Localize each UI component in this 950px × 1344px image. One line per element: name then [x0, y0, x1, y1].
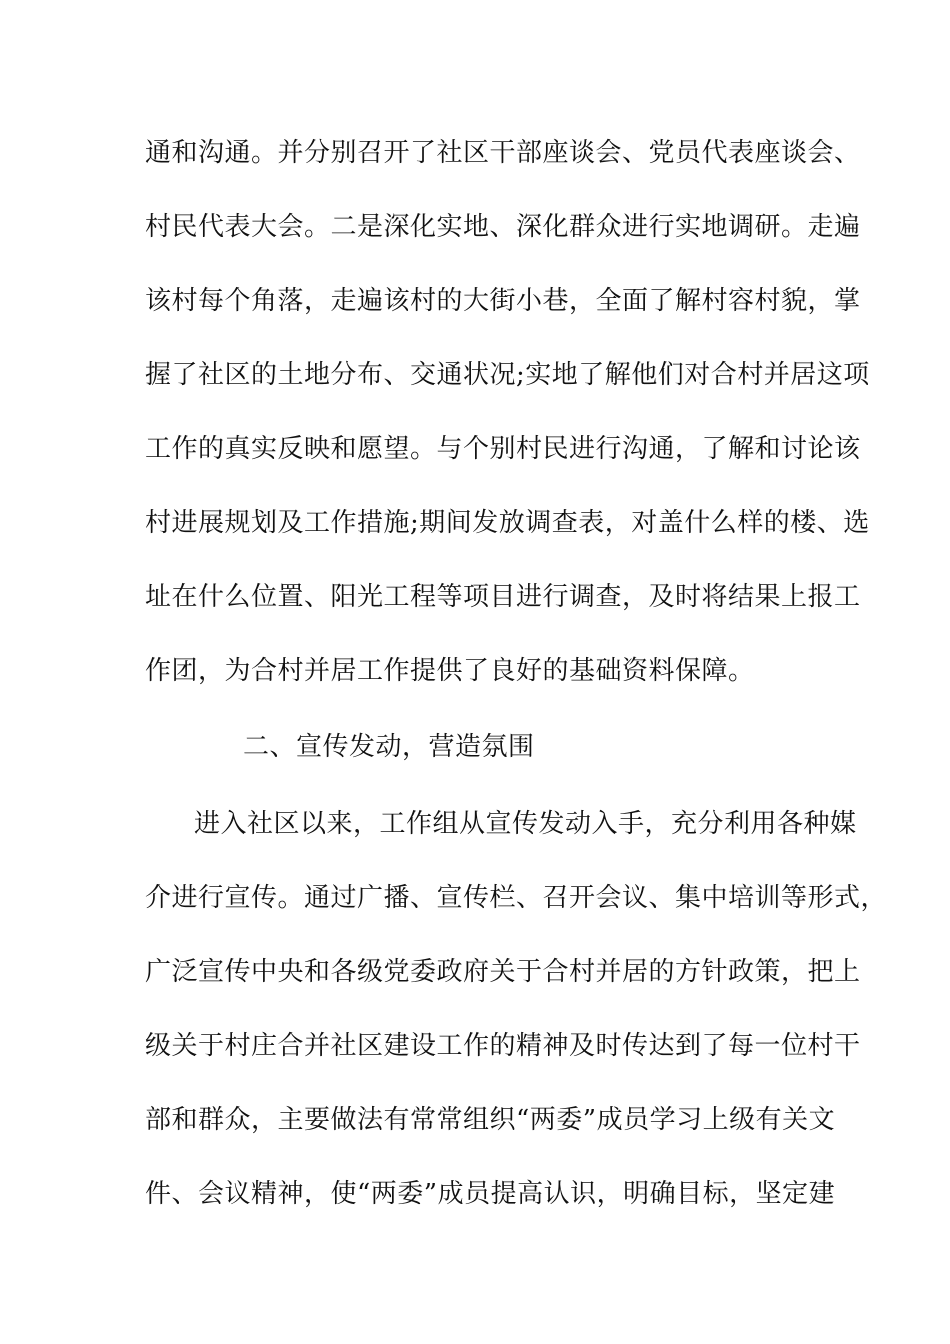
paragraph-line: 村民代表大会。二是深化实地、深化群众进行实地调研。走遍 — [145, 212, 861, 242]
section-heading: 二、宣传发动，营造氛围 — [243, 732, 535, 762]
paragraph-line: 介进行宣传。通过广播、宣传栏、召开会议、集中培训等形式， — [145, 883, 888, 913]
paragraph-line: 村进展规划及工作措施;期间发放调查表，对盖什么样的楼、选 — [145, 508, 870, 538]
paragraph-line: 作团，为合村并居工作提供了良好的基础资料保障。 — [145, 656, 755, 686]
paragraph-line: 级关于村庄合并社区建设工作的精神及时传达到了每一位村干 — [145, 1031, 861, 1061]
paragraph-line: 部和群众，主要做法有常常组织“两委”成员学习上级有关文 — [145, 1105, 836, 1135]
paragraph-line: 通和沟通。并分别召开了社区干部座谈会、党员代表座谈会、 — [145, 138, 861, 168]
paragraph-first-line: 进入社区以来，工作组从宣传发动入手，充分利用各种媒 — [194, 809, 857, 839]
paragraph-line: 广泛宣传中央和各级党委政府关于合村并居的方针政策，把上 — [145, 957, 861, 987]
paragraph-line: 握了社区的土地分布、交通状况;实地了解他们对合村并居这项 — [145, 360, 870, 390]
paragraph-line: 工作的真实反映和愿望。与个别村民进行沟通，了解和讨论该 — [145, 434, 861, 464]
paragraph-line: 件、会议精神，使“两委”成员提高认识，明确目标，坚定建 — [145, 1179, 836, 1209]
paragraph-line: 址在什么位置、阳光工程等项目进行调查，及时将结果上报工 — [145, 582, 861, 612]
paragraph-line: 该村每个角落，走遍该村的大街小巷，全面了解村容村貌，掌 — [145, 286, 861, 316]
